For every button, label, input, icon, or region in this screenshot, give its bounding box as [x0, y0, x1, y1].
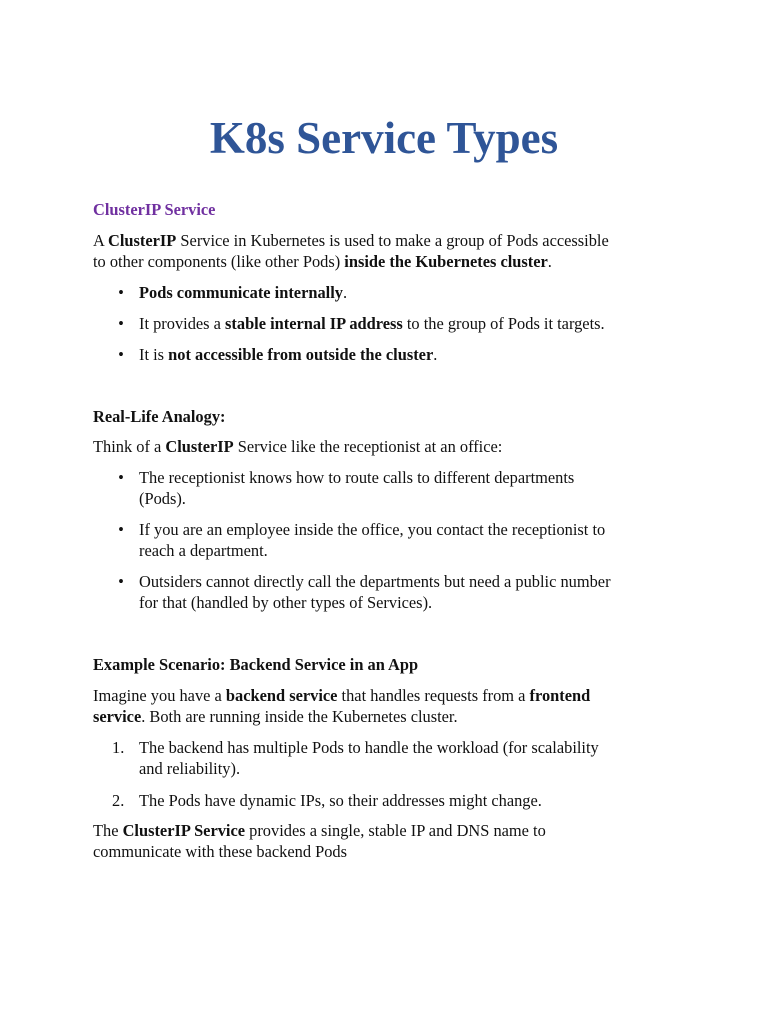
- list-item: [118, 467, 679, 509]
- text-line: The receptionist knows how to route calls to different departments: [139, 468, 575, 487]
- bold-text-run: ClusterIP Service: [122, 821, 246, 840]
- text-run: provides a single, stable IP and DNS name to: [245, 821, 546, 840]
- bold-text-run: backend service: [225, 686, 338, 705]
- bold-text-run: ClusterIP: [165, 437, 234, 456]
- section-heading-clusterip: ClusterIP Service: [93, 200, 216, 219]
- text-run: Imagine you have a: [93, 686, 226, 705]
- text-run: . Both are running inside the Kubernetes cluster.: [141, 707, 458, 726]
- text-run: .: [433, 345, 438, 364]
- bullet-icon: •: [118, 468, 124, 487]
- bold-text-run: Pods communicate internally: [139, 283, 343, 302]
- text-run: It provides a: [139, 314, 226, 333]
- bold-text-run: inside the Kubernetes cluster: [344, 252, 548, 271]
- analogy-intro-paragraph: [93, 436, 683, 457]
- text-run: communicate with these backend Pods: [93, 842, 347, 861]
- text-line: The backend has multiple Pods to handle the workload (for scalability: [139, 738, 599, 757]
- list-number: 1.: [112, 738, 125, 757]
- bullet-icon: •: [118, 572, 124, 591]
- section-heading-example: Example Scenario: Backend Service in an App: [93, 655, 419, 674]
- list-number: 2.: [112, 791, 125, 810]
- text-run: Service in Kubernetes is used to make a group of Pods accessible: [176, 231, 609, 250]
- text-line: for that (handled by other types of Services).: [139, 593, 433, 612]
- page-title: K8s Service Types: [209, 113, 559, 163]
- text-run: to other components (like other Pods): [93, 252, 345, 271]
- list-item: [118, 519, 679, 561]
- bullet-icon: •: [118, 520, 124, 539]
- numbered-list-item: [112, 737, 679, 779]
- text-run: .: [547, 252, 552, 271]
- clusterip-intro-paragraph: [93, 230, 683, 272]
- bold-text-run: not accessible from outside the cluster: [168, 345, 434, 364]
- text-line: reach a department.: [139, 541, 268, 560]
- list-item: [118, 282, 679, 303]
- text-run: that handles requests from a: [337, 686, 530, 705]
- bullet-icon: •: [118, 283, 124, 302]
- bullet-icon: •: [118, 314, 124, 333]
- list-item: [118, 571, 679, 613]
- text-run: Think of a: [93, 437, 166, 456]
- text-run: Service like the receptionist at an office:: [233, 437, 503, 456]
- numbered-list-item: [112, 790, 679, 811]
- text-run: to the group of Pods it targets.: [402, 314, 605, 333]
- bullet-icon: •: [118, 345, 124, 364]
- bold-text-run: service: [93, 707, 142, 726]
- text-line: and reliability).: [139, 759, 241, 778]
- text-run: It is: [139, 345, 169, 364]
- example-intro-paragraph: [93, 685, 683, 727]
- bold-text-run: frontend: [529, 686, 591, 705]
- text-line: If you are an employee inside the office, you contact the receptionist to: [139, 520, 606, 539]
- text-line: Outsiders cannot directly call the departments but need a public number: [139, 572, 611, 591]
- bold-text-run: stable internal IP address: [225, 314, 403, 333]
- list-item: [118, 313, 679, 334]
- text-line: The Pods have dynamic IPs, so their addresses might change.: [139, 791, 542, 810]
- closing-paragraph: [93, 820, 683, 862]
- list-item: [118, 344, 679, 365]
- text-run: .: [342, 283, 348, 302]
- text-run: The: [93, 821, 123, 840]
- text-run: A: [93, 231, 109, 250]
- section-heading-analogy: Real-Life Analogy:: [93, 407, 226, 426]
- text-line: (Pods).: [139, 489, 186, 508]
- bold-text-run: ClusterIP: [108, 231, 177, 250]
